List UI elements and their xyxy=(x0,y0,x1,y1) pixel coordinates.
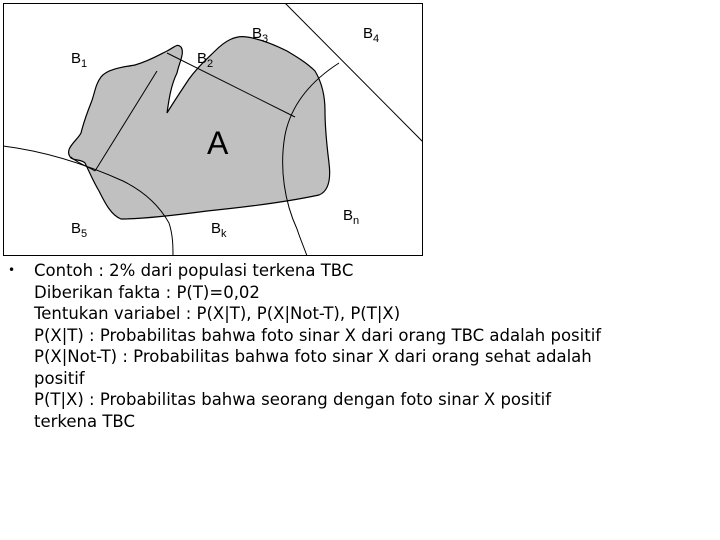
label-bn-sub: n xyxy=(353,215,360,227)
label-b1-base: B xyxy=(71,50,82,67)
label-bk-base: B xyxy=(211,220,222,237)
label-b3-sub: 3 xyxy=(262,33,269,45)
label-a: A xyxy=(207,125,229,161)
label-bn-base: B xyxy=(343,207,354,224)
text-line: P(T|X) : Probabilitas bahwa seorang dengan foto sinar X positif xyxy=(34,390,552,409)
text-line: Contoh : 2% dari populasi terkena TBC xyxy=(34,261,354,280)
label-b3-base: B xyxy=(252,25,263,42)
label-b5-base: B xyxy=(71,220,82,237)
partition-diagram xyxy=(3,3,423,256)
text-line: P(X|Not-T) : Probabilitas bahwa foto sinar X dari orang sehat adalah xyxy=(34,347,592,366)
text-line: positif xyxy=(34,368,85,388)
text-line: P(X|T) : Probabilitas bahwa foto sinar X dari orang TBC adalah positif xyxy=(34,325,602,345)
label-b4-base: B xyxy=(363,25,374,42)
label-b4-sub: 4 xyxy=(373,33,380,45)
partition-diagram-svg xyxy=(3,3,423,256)
label-b1-sub: 1 xyxy=(81,58,88,70)
text-line: terkena TBC xyxy=(34,411,135,431)
label-bk-sub: k xyxy=(221,228,227,240)
example-lines xyxy=(34,260,718,432)
label-b2-sub: 2 xyxy=(207,58,214,70)
text-line: Diberikan fakta : P(T)=0,02 xyxy=(34,282,260,302)
label-b2-base: B xyxy=(197,50,208,67)
bullet-marker: • xyxy=(8,263,16,277)
label-b5-sub: 5 xyxy=(81,228,88,240)
text-line: Tentukan variabel : P(X|T), P(X|Not-T), P(T|X) xyxy=(34,304,401,323)
example-text-block xyxy=(8,260,718,432)
